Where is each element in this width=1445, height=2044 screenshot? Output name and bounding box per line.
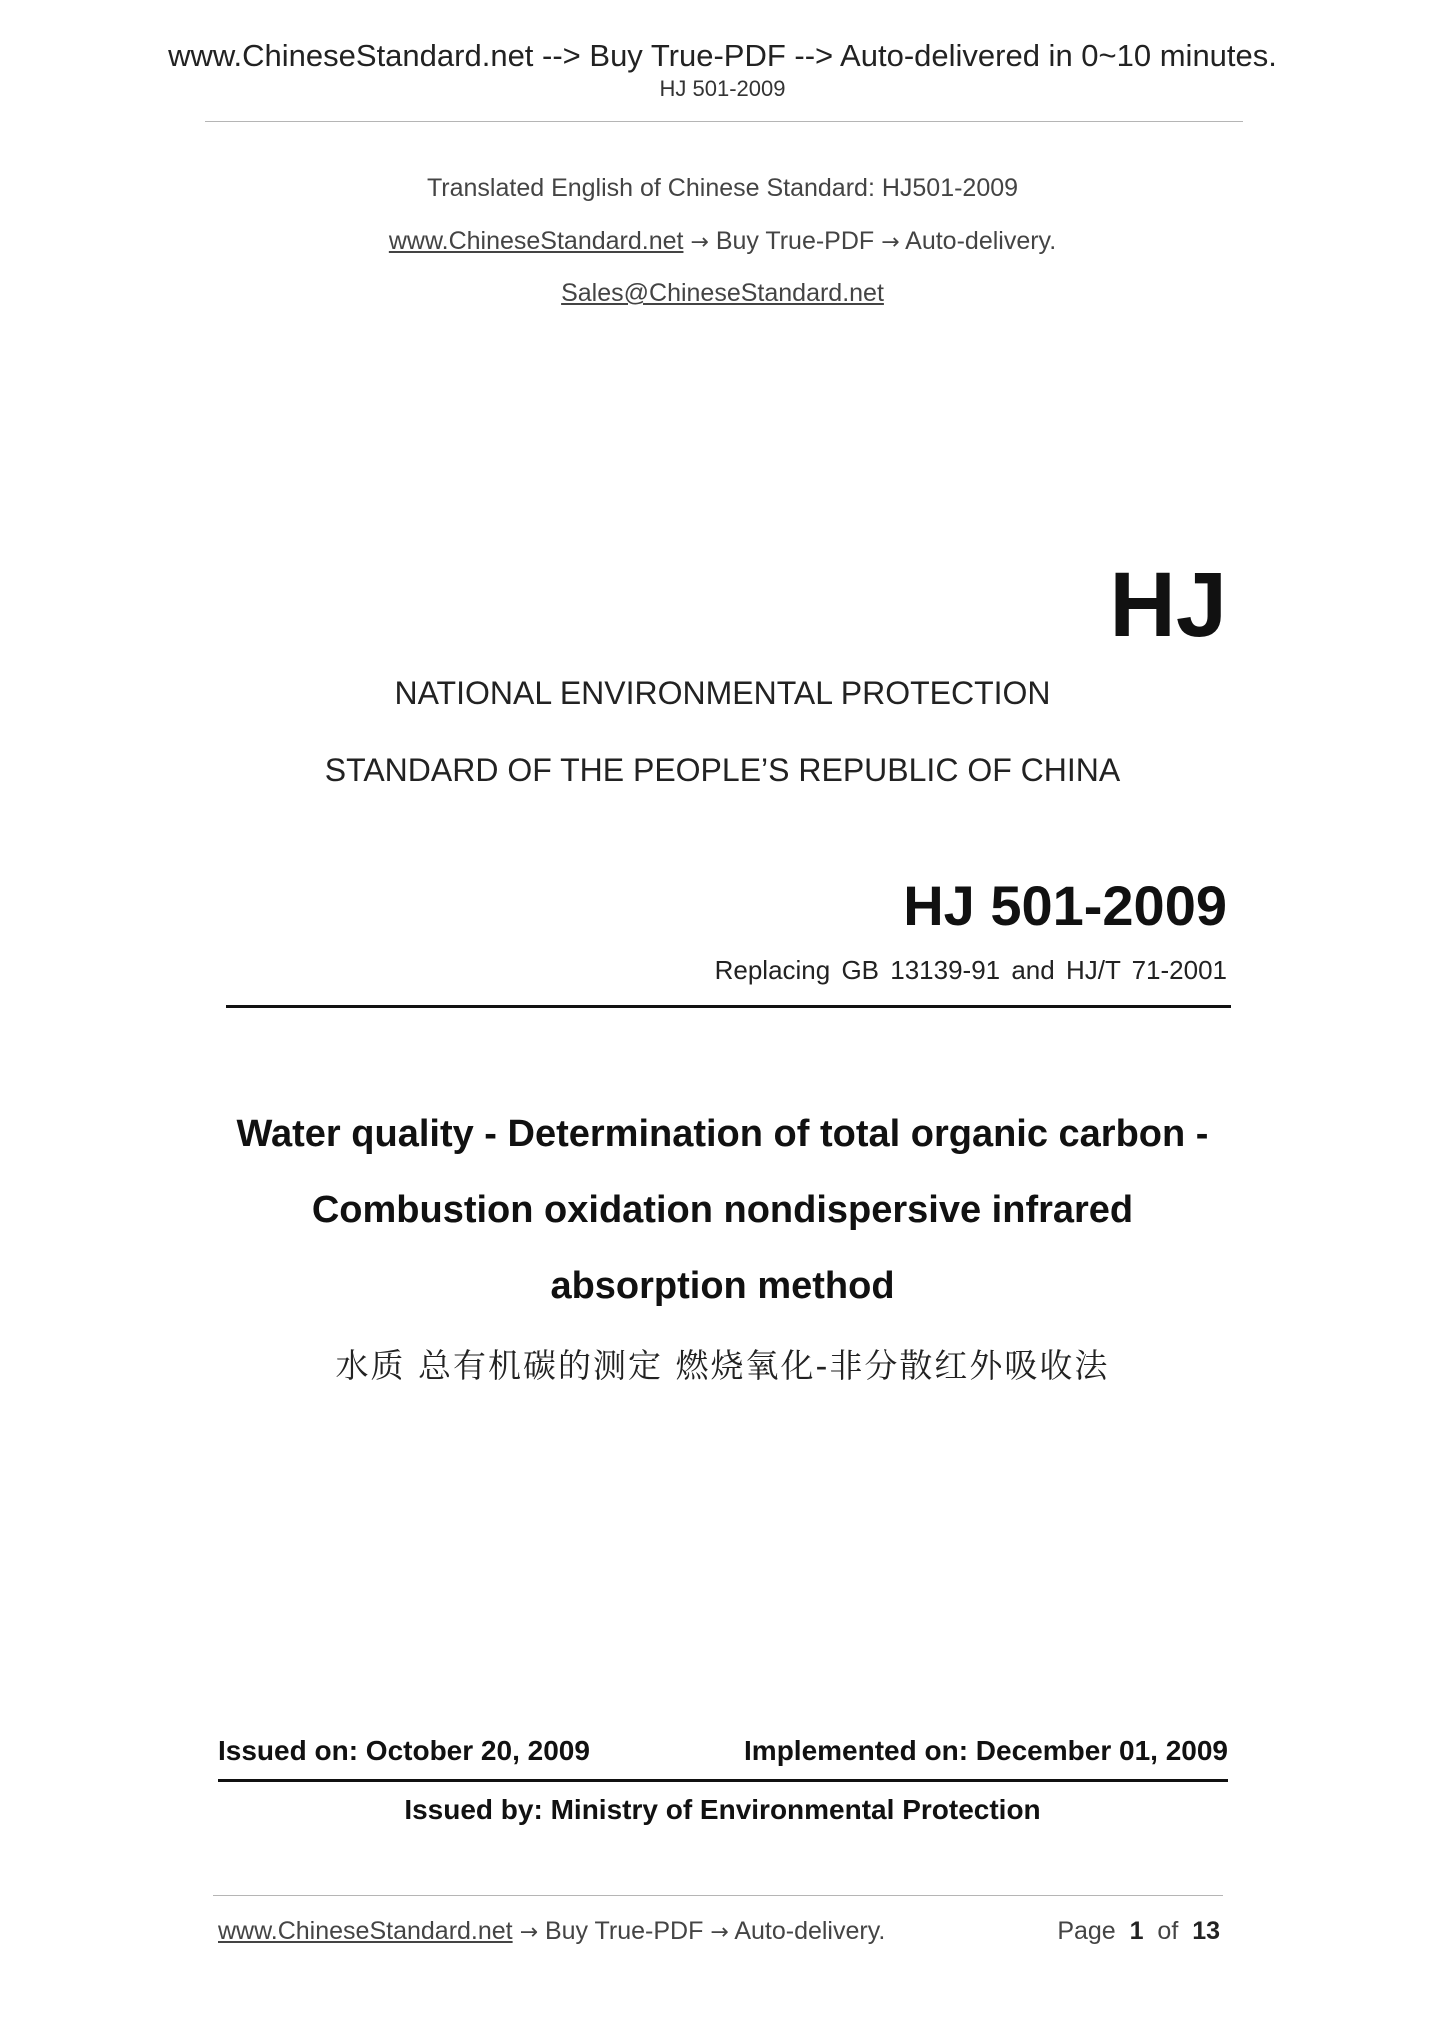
footer-site-link[interactable]: www.ChineseStandard.net	[218, 1917, 513, 1945]
translated-notice: Translated English of Chinese Standard: HJ501-2009	[426, 174, 1019, 202]
page-total: 13	[1192, 1917, 1220, 1945]
footer-link-line	[218, 1917, 885, 1946]
arrow-right-icon: →	[881, 230, 900, 255]
title-divider	[226, 1005, 1231, 1008]
org-line-2: STANDARD OF THE PEOPLE’S REPUBLIC OF CHINA	[324, 752, 1121, 788]
site-link[interactable]: www.ChineseStandard.net	[388, 227, 684, 255]
dates-divider	[218, 1779, 1228, 1782]
page-label: Page	[1057, 1917, 1116, 1945]
sales-email-line	[0, 279, 1445, 308]
standard-mark: HJ	[1109, 554, 1227, 656]
org-line-1: NATIONAL ENVIRONMENTAL PROTECTION	[394, 675, 1051, 711]
issued-by: Issued by: Ministry of Environmental Protection	[404, 1794, 1041, 1825]
title-line-2: Combustion oxidation nondispersive infrared	[311, 1189, 1134, 1231]
arrow-right-icon: →	[710, 1920, 729, 1945]
header-divider	[205, 121, 1243, 122]
intro-link-line	[0, 227, 1445, 256]
arrow-right-icon: →	[519, 1920, 539, 1945]
standard-number: HJ 501-2009	[903, 874, 1227, 937]
title-line-3: absorption method	[550, 1265, 895, 1307]
sales-email-link[interactable]: Sales@ChineseStandard.net	[561, 279, 884, 307]
auto-delivery-text: Auto-delivery.	[905, 227, 1057, 255]
arrow-right-icon: →	[690, 230, 709, 255]
footer-buy-text: Buy True-PDF	[544, 1917, 704, 1945]
chinese-title: 水质 总有机碳的测定 燃烧氧化-非分散红外吸收法	[335, 1346, 1110, 1385]
issued-on-date: Issued on: October 20, 2009	[218, 1735, 590, 1766]
top-banner: www.ChineseStandard.net --> Buy True-PDF --> Auto-delivered in 0~10 minutes.	[168, 38, 1277, 73]
title-line-1: Water quality - Determination of total organic carbon -	[236, 1113, 1209, 1155]
footer-divider	[213, 1895, 1223, 1896]
of-label: of	[1157, 1917, 1179, 1945]
page-indicator	[1057, 1917, 1220, 1946]
replacing-note: Replacing GB 13139-91 and HJ/T 71-2001	[714, 955, 1227, 985]
buy-text: Buy True-PDF	[715, 227, 875, 255]
page-number: 1	[1129, 1917, 1144, 1945]
footer-auto-text: Auto-delivery.	[734, 1917, 886, 1945]
implemented-on-date: Implemented on: December 01, 2009	[744, 1735, 1228, 1766]
header-standard-code: HJ 501-2009	[659, 76, 786, 101]
